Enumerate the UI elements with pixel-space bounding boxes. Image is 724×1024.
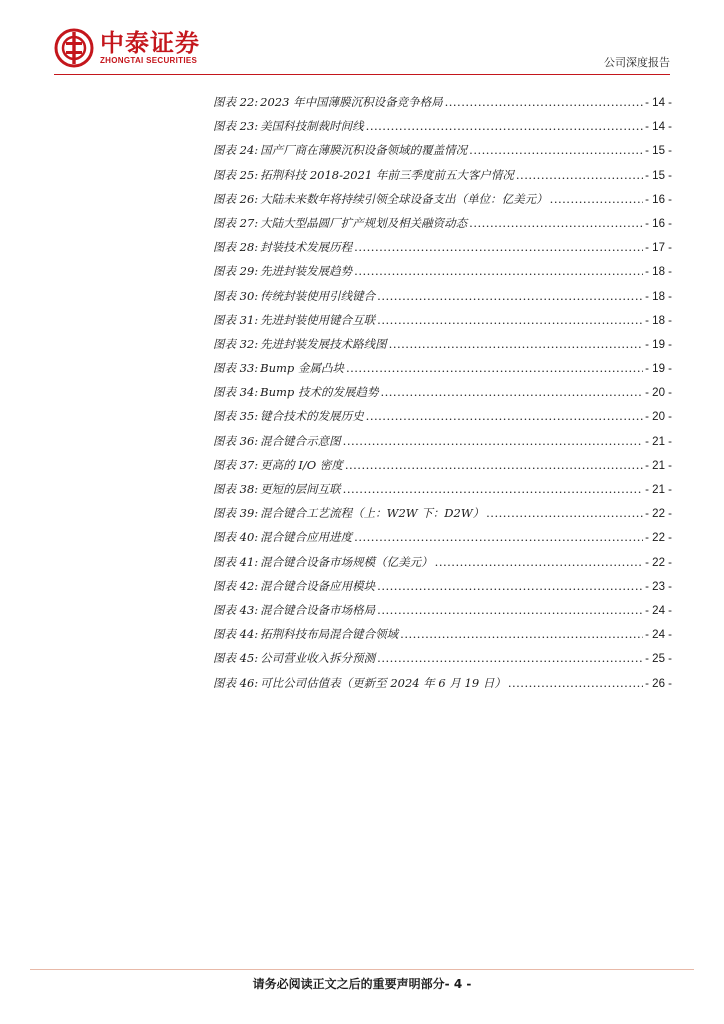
toc-entry[interactable] [213,288,672,312]
toc-entry[interactable] [213,554,672,578]
toc-dot-leader [343,434,643,448]
toc-entry-number: 图表 42: [213,578,259,593]
toc-entry-title: 2023 年中国薄膜沉积设备竞争格局 [260,95,443,109]
toc-entry-number: 图表 44: [213,627,259,642]
toc-entry[interactable] [213,578,672,602]
toc-entry[interactable] [213,312,672,336]
toc-entry-title: 更短的层间互联 [260,482,341,496]
toc-entry-number: 图表 24: [213,143,259,158]
toc-entry-number: 图表 36: [213,433,259,448]
toc-entry-title: 混合键合设备市场规模（亿美元） [260,554,433,569]
toc-entry[interactable] [213,626,672,650]
toc-dot-leader [377,651,643,665]
toc-dot-leader [343,482,643,496]
report-type-label: 公司深度报告 [604,56,670,69]
toc-entry-number: 图表 29: [213,264,259,279]
toc-entry-number: 图表 38: [213,482,259,496]
toc-entry-title: 传统封装使用引线键合 [260,288,376,303]
toc-entry[interactable] [213,481,672,505]
toc-dot-leader [354,530,643,544]
toc-entry[interactable] [213,675,672,699]
toc-dot-leader [516,168,643,182]
toc-entry-page: - 14 - [645,97,672,109]
toc-entry-page: - 18 - [645,290,672,303]
toc-entry-page: - 18 - [645,266,672,279]
toc-entry-number: 图表 40: [213,530,259,545]
toc-entry-number: 图表 37: [213,457,259,472]
toc-entry[interactable] [213,142,672,166]
toc-entry-title: 更高的 I/O 密度 [260,457,343,472]
footer-disclaimer: 请务必阅读正文之后的重要声明部分 [252,977,445,991]
toc-entry[interactable] [213,360,672,384]
toc-entry-page: - 21 - [645,435,672,448]
toc-entry[interactable] [213,167,672,191]
logo-english-name: ZHONGTAI SECURITIES [100,56,198,65]
toc-entry-page: - 20 - [645,411,672,424]
toc-entry-title: 可比公司估值表（更新至 2024 年 6 月 19 日） [260,675,506,690]
toc-entry-number: 图表 22: [213,95,259,109]
toc-entry-title: 先进封装发展技术路线图 [260,336,387,351]
toc-dot-leader [508,676,643,690]
toc-entry-title: 混合键合设备应用模块 [260,578,376,593]
toc-dot-leader [469,143,643,157]
toc-dot-leader [469,216,643,230]
toc-entry[interactable] [213,433,672,457]
toc-entry[interactable] [213,505,672,529]
toc-entry[interactable] [213,118,672,142]
toc-entry[interactable] [213,457,672,481]
toc-entry-page: - 15 - [645,169,672,182]
toc-entry[interactable] [213,191,672,215]
toc-entry-page: - 14 - [645,121,672,134]
logo-chinese-name: 中泰证券 [100,29,200,57]
toc-entry-page: - 15 - [645,145,672,158]
toc-entry-title: 大陆大型晶圆厂扩产规划及相关融资动态 [260,215,468,230]
toc-entry-page: - 24 - [645,629,672,642]
toc-dot-leader [550,192,643,206]
toc-entry-page: - 22 - [645,508,672,521]
toc-entry-title: 先进封装使用键合互联 [260,312,376,327]
toc-entry-number: 图表 33: [213,361,259,376]
toc-entry[interactable] [213,239,672,263]
toc-dot-leader [366,119,643,133]
footer-divider [30,969,694,970]
toc-entry-title: 拓荆科技 2018-2021 年前三季度前五大客户情况 [260,167,514,182]
toc-entry-number: 图表 41: [213,554,259,569]
toc-dot-leader [366,409,643,423]
toc-entry-number: 图表 45: [213,651,259,666]
toc-entry-title: Bump 技术的发展趋势 [260,385,379,400]
toc-entry[interactable] [213,408,672,432]
header-divider [54,74,670,75]
toc-dot-leader [380,385,643,399]
toc-dot-leader [445,95,644,109]
toc-entry-title: Bump 金属凸块 [260,361,344,376]
toc-entry-title: 混合键合工艺流程（上：W2W 下：D2W） [260,506,485,521]
toc-dot-leader [354,240,643,254]
toc-entry-number: 图表 34: [213,385,259,400]
company-logo [54,28,200,68]
toc-dot-leader [346,361,643,375]
toc-entry-title: 国产厂商在薄膜沉积设备领域的覆盖情况 [260,143,468,158]
toc-entry-title: 封装技术发展历程 [260,240,353,255]
toc-entry[interactable] [213,650,672,674]
toc-entry-title: 混合键合应用进度 [260,530,353,545]
toc-entry-title: 先进封装发展趋势 [260,264,353,279]
toc-entry-title: 混合键合示意图 [260,433,341,448]
toc-dot-leader [354,264,643,278]
toc-entry[interactable] [213,215,672,239]
toc-entry[interactable] [213,384,672,408]
toc-entry-page: - 16 - [645,193,672,206]
toc-entry-title: 大陆未来数年将持续引领全球设备支出（单位：亿美元） [260,191,548,206]
toc-dot-leader [486,506,643,520]
toc-dot-leader [377,603,643,617]
toc-entry-number: 图表 43: [213,602,259,617]
toc-entry-title: 公司营业收入拆分预测 [260,651,376,666]
zhongtai-logo-icon [54,28,94,68]
toc-dot-leader [389,337,643,351]
toc-entry-page: - 18 - [645,314,672,327]
toc-entry-number: 图表 27: [213,215,259,230]
toc-entry[interactable] [213,529,672,553]
toc-entry-title: 键合技术的发展历史 [260,409,364,424]
toc-dot-leader [377,579,643,593]
toc-entry-title: 拓荆科技布局混合键合领域 [260,627,399,642]
toc-entry-page: - 23 - [645,580,672,593]
toc-entry[interactable] [213,336,672,360]
table-of-figures [213,94,672,699]
toc-entry[interactable] [213,94,672,118]
toc-entry-page: - 17 - [645,242,672,255]
toc-entry-page: - 22 - [645,556,672,569]
page-footer [0,975,724,992]
toc-entry-page: - 20 - [645,387,672,400]
toc-entry-page: - 21 - [645,484,672,496]
toc-dot-leader [377,313,643,327]
toc-entry-page: - 22 - [645,532,672,545]
toc-entry-number: 图表 46: [213,675,259,690]
toc-entry-number: 图表 31: [213,312,259,327]
toc-entry-number: 图表 35: [213,409,259,424]
toc-entry-number: 图表 25: [213,167,259,182]
toc-entry-number: 图表 26: [213,191,259,206]
page-header [0,0,724,80]
toc-entry-number: 图表 39: [213,506,259,521]
toc-entry-number: 图表 23: [213,119,259,134]
toc-entry-page: - 19 - [645,363,672,376]
toc-entry[interactable] [213,263,672,287]
toc-dot-leader [435,555,643,569]
toc-entry-number: 图表 32: [213,336,259,351]
toc-entry-page: - 26 - [645,677,672,690]
toc-dot-leader [400,627,643,641]
toc-entry-page: - 21 - [645,459,672,472]
toc-entry[interactable] [213,602,672,626]
toc-entry-page: - 19 - [645,338,672,351]
toc-entry-page: - 24 - [645,604,672,617]
toc-entry-title: 美国科技制裁时间线 [260,119,364,134]
toc-dot-leader [345,458,643,472]
toc-entry-number: 图表 28: [213,240,259,255]
footer-page-number: - 4 - [444,977,472,991]
toc-entry-page: - 25 - [645,653,672,666]
toc-entry-page: - 16 - [645,217,672,230]
toc-dot-leader [377,289,643,303]
toc-entry-title: 混合键合设备市场格局 [260,602,376,617]
toc-entry-number: 图表 30: [213,288,259,303]
